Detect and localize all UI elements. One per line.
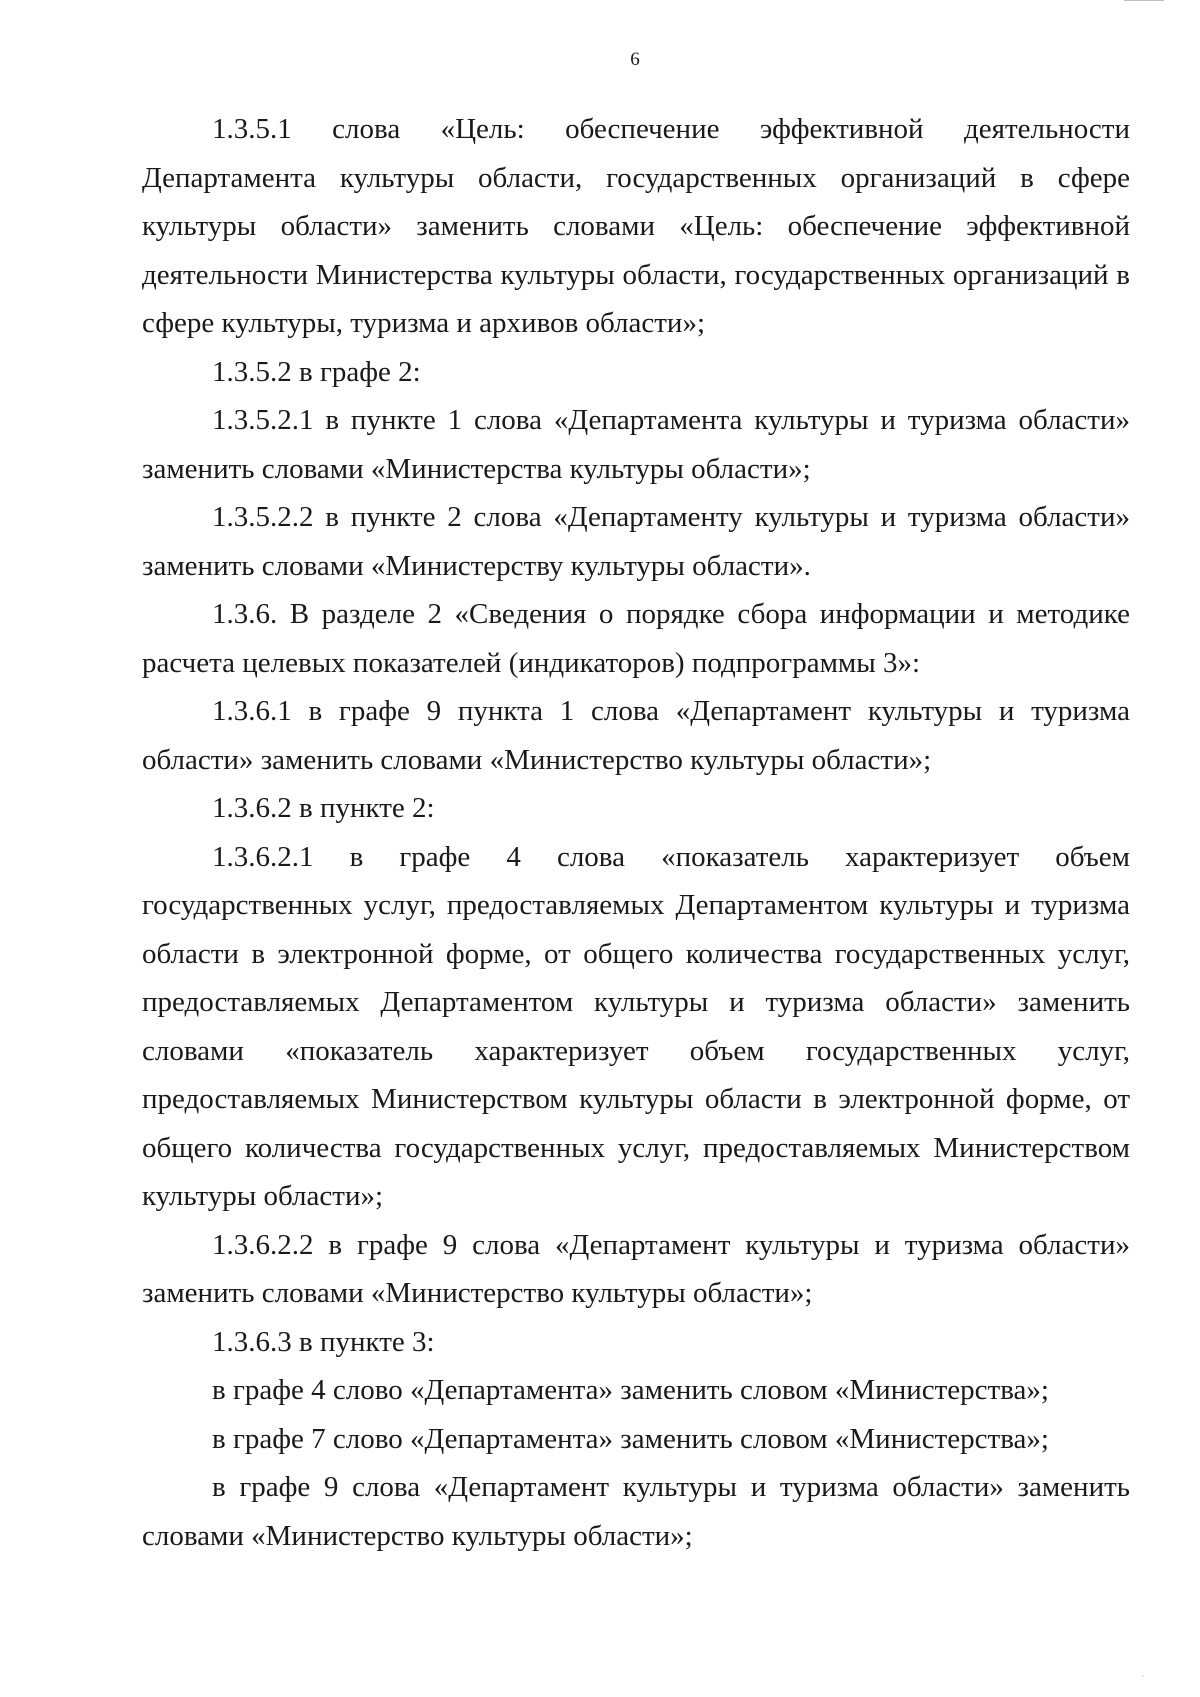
scan-edge-mark: [1124, 0, 1164, 4]
paragraph-column-4: в графе 4 слово «Департамента» заменить словом «Министерства»;: [212, 1374, 1049, 1406]
paragraph-1-3-5-2-2: 1.3.5.2.2 в пункте 2 слова «Департаменту культуры и туризма области» заменить словами «Министерству культуры области».: [142, 501, 1130, 582]
paragraph-column-9: в графе 9 слова «Департамент культуры и туризма области» заменить словами «Министерство культуры области»;: [142, 1471, 1130, 1552]
scan-artifact-mark: ׁׁ: [1139, 1674, 1140, 1688]
paragraph-column-7: в графе 7 слово «Департамента» заменить словом «Министерства»;: [212, 1422, 1049, 1455]
paragraph-1-3-6-1: 1.3.6.1 в графе 9 пункта 1 слова «Департамент культуры и туризма области» заменить словами «Министерство культуры области»;: [142, 695, 1130, 776]
paragraph-1-3-5-2-1: 1.3.5.2.1 в пункте 1 слова «Департамента культуры и туризма области» заменить словами «Министерства культуры области»;: [142, 404, 1130, 485]
paragraph-1-3-6: 1.3.6. В разделе 2 «Сведения о порядке сбора информации и методике расчета целевых показателей (индикаторов) подпрограммы 3»:: [142, 598, 1130, 679]
paragraph-1-3-6-2-1: 1.3.6.2.1 в графе 4 слова «показатель характеризует объем государственных услуг, предоставляемых Департаментом культуры и туризма области в электронной форме, от общего количества государственных услуг, предоставляемых Департаментом культуры и туризма области» заменить словами «показатель характеризует объем государственных услуг, предоставляемых Министерством культуры области в электронной форме, от общего количества государственных услуг, предоставляемых Министерством культуры области»;: [142, 840, 1130, 1212]
page-number: 6: [630, 49, 640, 70]
paragraph-1-3-6-2-2: 1.3.6.2.2 в графе 9 слова «Департамент культуры и туризма области» заменить словами «Министерство культуры области»;: [142, 1228, 1130, 1309]
paragraph-1-3-5-2: 1.3.5.2 в графе 2:: [212, 355, 421, 388]
paragraph-1-3-6-2: 1.3.6.2 в пункте 2:: [212, 792, 435, 824]
paragraph-1-3-6-3: 1.3.6.3 в пункте 3:: [212, 1325, 435, 1358]
paragraph-1-3-5-1: 1.3.5.1 слова «Цель: обеспечение эффективной деятельности Департамента культуры области, государственных организаций в сфере культуры области» заменить словами «Цель: обеспечение эффективной деятельности Министерства культуры области, государственных организаций в сфере культуры, туризма и архивов области»;: [142, 113, 1130, 339]
document-body: [142, 105, 1130, 1560]
